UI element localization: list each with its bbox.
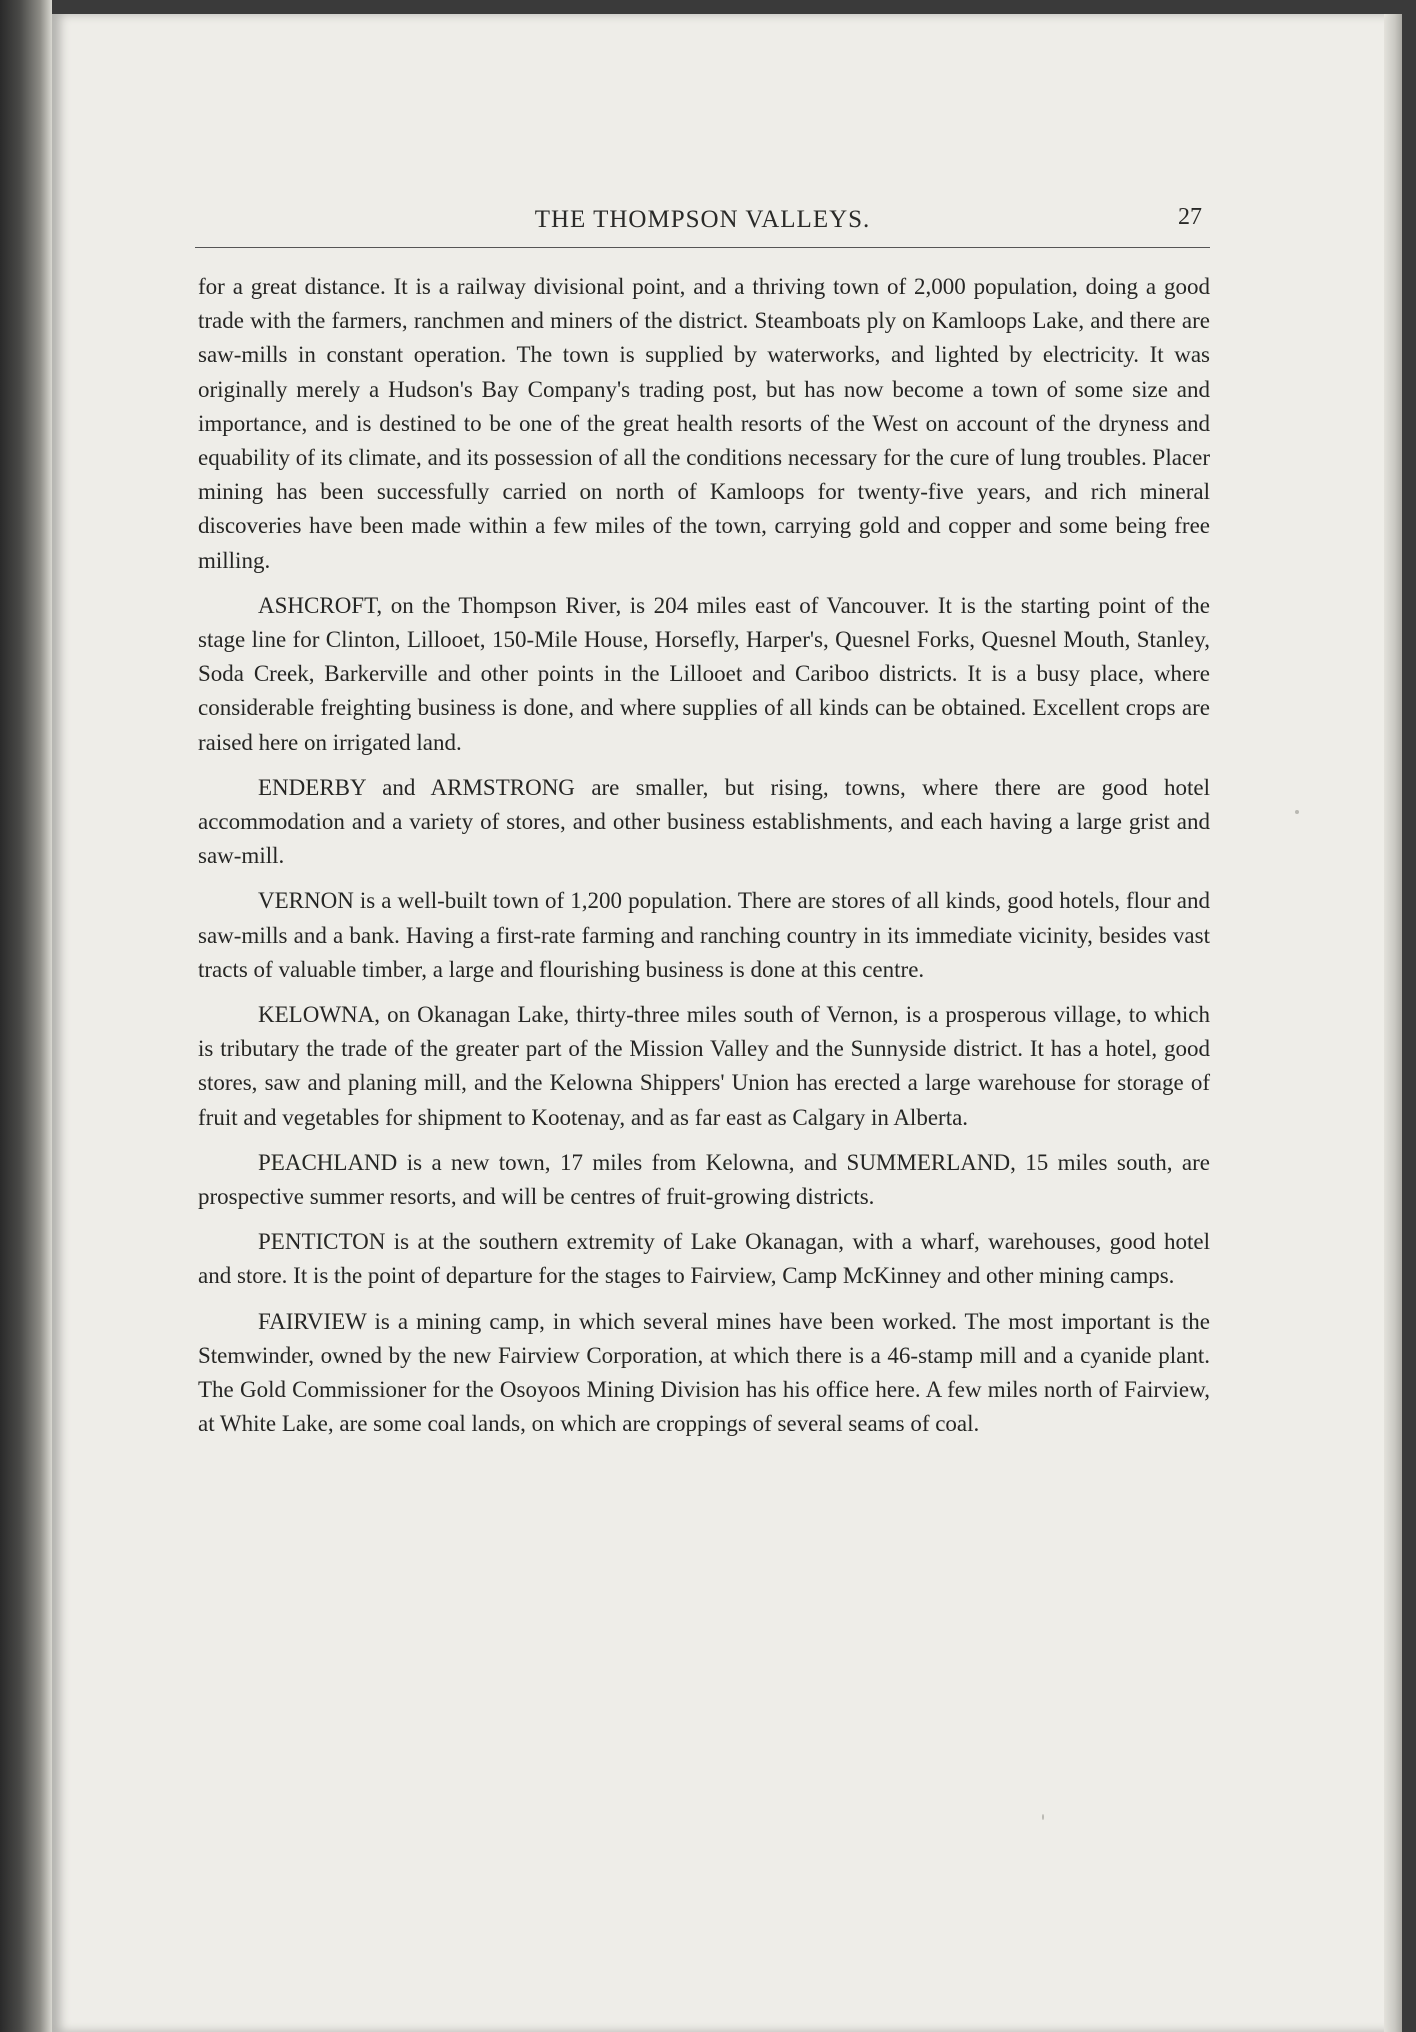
book-spine-edge xyxy=(0,0,52,2032)
header-rule xyxy=(195,247,1210,248)
paragraph-penticton: PENTICTON is at the southern extremity of Lake Okanagan, with a wharf, warehouses, good hotel and store. It is the point of departure for the stages to Fairview, Camp McKinney and other mining camps. xyxy=(198,1229,1210,1289)
paragraph-peachland-summerland: PEACHLAND is a new town, 17 miles from Kelowna, and SUMMERLAND, 15 miles south, are prospective summer resorts, and will be centres of fruit-growing districts. xyxy=(198,1149,1210,1210)
page-number: 27 xyxy=(1178,204,1202,230)
page-edge-shadow xyxy=(1384,14,1402,2032)
paper-speck xyxy=(1295,810,1299,814)
paragraph-enderby-armstrong: ENDERBY and ARMSTRONG are smaller, but rising, towns, where there are good hotel accommodation and a variety of stores, and other business establishments, and each having a large grist and saw-mill. xyxy=(198,774,1210,869)
paper-speck xyxy=(1042,1814,1044,1820)
paragraph-kamloops-continued: for a great distance. It is a railway divisional point, and a thriving town of 2,000 population, doing a good trade with the farmers, ranchmen and miners of the district. Steamboats ply on Kamloops Lake, and there are saw-mills in constant operation. The town is supplied by waterworks, and lighted by electricity. It was originally merely a Hudson's Bay Company's trading post, but has now become a town of some size and importance, and is destined to be one of the great health resorts of the West on account of the dryness and equability of its climate, and its possession of all the conditions necessary for the cure of lung troubles. Placer mining has been successfully carried on north of Kamloops for twenty-five years, and rich mineral discoveries have been made within a few miles of the town, carrying gold and copper and some being free milling. xyxy=(198,274,1210,573)
paragraph-vernon: VERNON is a well-built town of 1,200 population. There are stores of all kinds, good hotels, flour and saw-mills and a bank. Having a first-rate farming and ranching country in its immediate vicinity, besides vast tracts of valuable timber, a large and flourishing business is done at this centre. xyxy=(198,888,1210,982)
paragraph-fairview: FAIRVIEW is a mining camp, in which several mines have been worked. The most important is the Stemwinder, owned by the new Fairview Corporation, at which there is a 46-stamp mill and a cyanide plant. The Gold Commissioner for the Osoyoos Mining Division has his office here. A few miles north of Fairview, at White Lake, are some coal lands, on which are croppings of several seams of coal. xyxy=(198,1308,1210,1437)
running-title: THE THOMPSON VALLEYS. xyxy=(534,206,871,233)
body-text xyxy=(198,270,1210,1453)
paragraph-kelowna: KELOWNA, on Okanagan Lake, thirty-three miles south of Vernon, is a prosperous village, to which is tributary the trade of the greater part of the Mission Valley and the Sunnyside district. It has a hotel, good stores, saw and planing mill, and the Kelowna Shippers' Union has erected a large warehouse for storage of fruit and vegetables for shipment to Kootenay, and as far east as Calgary in Alberta. xyxy=(198,1002,1210,1130)
paragraph-ashcroft: ASHCROFT, on the Thompson River, is 204 miles east of Vancouver. It is the starting point of the stage line for Clinton, Lillooet, 150-Mile House, Horsefly, Harper's, Quesnel Forks, Quesnel Mouth, Stanley, Soda Creek, Barkerville and other points in the Lillooet and Cariboo districts. It is a busy place, where considerable freighting business is done, and where supplies of all kinds can be obtained. Excellent crops are raised here on irrigated land. xyxy=(198,592,1210,755)
running-header xyxy=(195,202,1210,242)
